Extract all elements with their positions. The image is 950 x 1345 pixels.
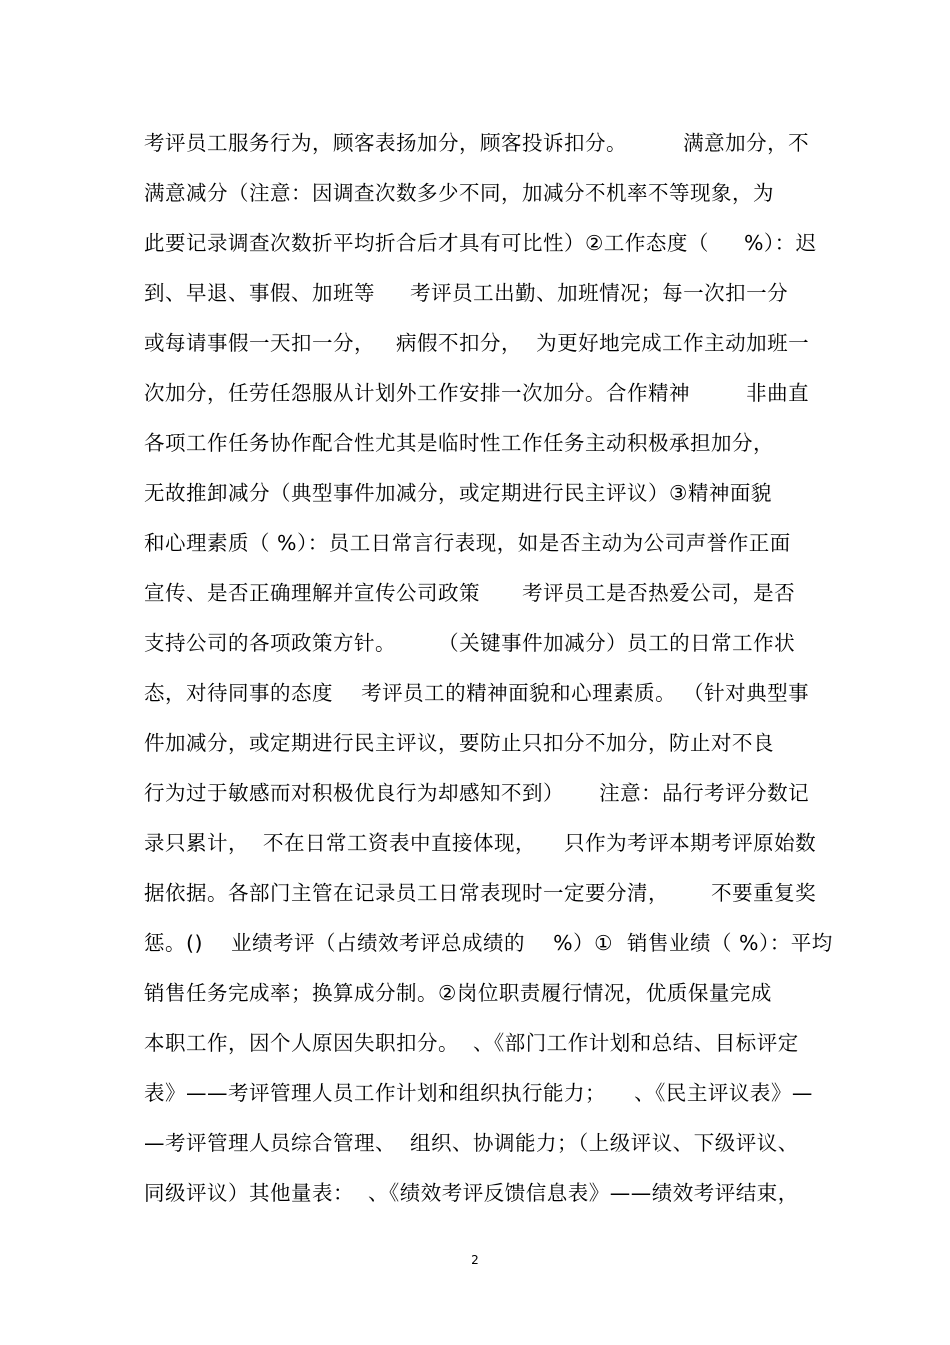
text-line: 销售任务完成率；换算成分制。②岗位职责履行情况，优质保量完成: [144, 981, 772, 1005]
text-line: 考评员工服务行为，顾客表扬加分，顾客投诉扣分。 满意加分，不: [144, 131, 810, 155]
body-text: [144, 118, 834, 1218]
text-line: 次加分，任劳任怨服从计划外工作安排一次加分。合作精神 非曲直: [144, 381, 810, 405]
text-line: —考评管理人员综合管理、 组织、协调能力；（上级评议、下级评议、: [144, 1131, 799, 1155]
text-line: 表》——考评管理人员工作计划和组织执行能力； 、《民主评议表》—: [144, 1081, 813, 1105]
text-line: 此要记录调查次数折平均折合后才具有可比性）②工作态度（ %）：迟: [144, 231, 817, 255]
text-line: 行为过于敏感而对积极优良行为却感知不到） 注意：品行考评分数记: [144, 781, 810, 805]
text-line: 支持公司的各项政策方针。 （关键事件加减分）员工的日常工作状: [144, 631, 796, 655]
text-line: 件加减分，或定期进行民主评议，要防止只扣分不加分，防止对不良: [144, 731, 774, 755]
text-line: 据依据。各部门主管在记录员工日常表现时一定要分清， 不要重复奖: [144, 881, 817, 905]
text-line: 满意减分（注意：因调查次数多少不同，加减分不机率不等现象，为: [144, 181, 774, 205]
text-line: 态，对待同事的态度 考评员工的精神面貌和心理素质。 （针对典型事: [144, 681, 810, 705]
text-line: 录只累计， 不在日常工资表中直接体现， 只作为考评本期考评原始数: [144, 831, 817, 855]
text-line: 和心理素质（ %）：员工日常言行表现，如是否主动为公司声誉作正面: [144, 531, 791, 555]
page-number: 2: [471, 1253, 479, 1267]
text-line: 或每请事假一天扣一分， 病假不扣分， 为更好地完成工作主动加班一: [144, 331, 810, 355]
text-line: 到、早退、事假、加班等 考评员工出勤、加班情况；每一次扣一分: [144, 281, 789, 305]
text-line: 无故推卸减分（典型事件加减分，或定期进行民主评议）③精神面貌: [144, 481, 772, 505]
text-line: 惩。() 业绩考评（占绩效考评总成绩的 %）① 销售业绩（ %）：平均: [144, 931, 833, 955]
text-line: 本职工作，因个人原因失职扣分。 、《部门工作计划和总结、目标评定: [144, 1031, 799, 1055]
text-line: 同级评议）其他量表： 、《绩效考评反馈信息表》——绩效考评结束，: [144, 1181, 799, 1205]
text-line: 宣传、是否正确理解并宣传公司政策 考评员工是否热爱公司，是否: [144, 581, 796, 605]
text-line: 各项工作任务协作配合性尤其是临时性工作任务主动积极承担加分，: [144, 431, 774, 455]
